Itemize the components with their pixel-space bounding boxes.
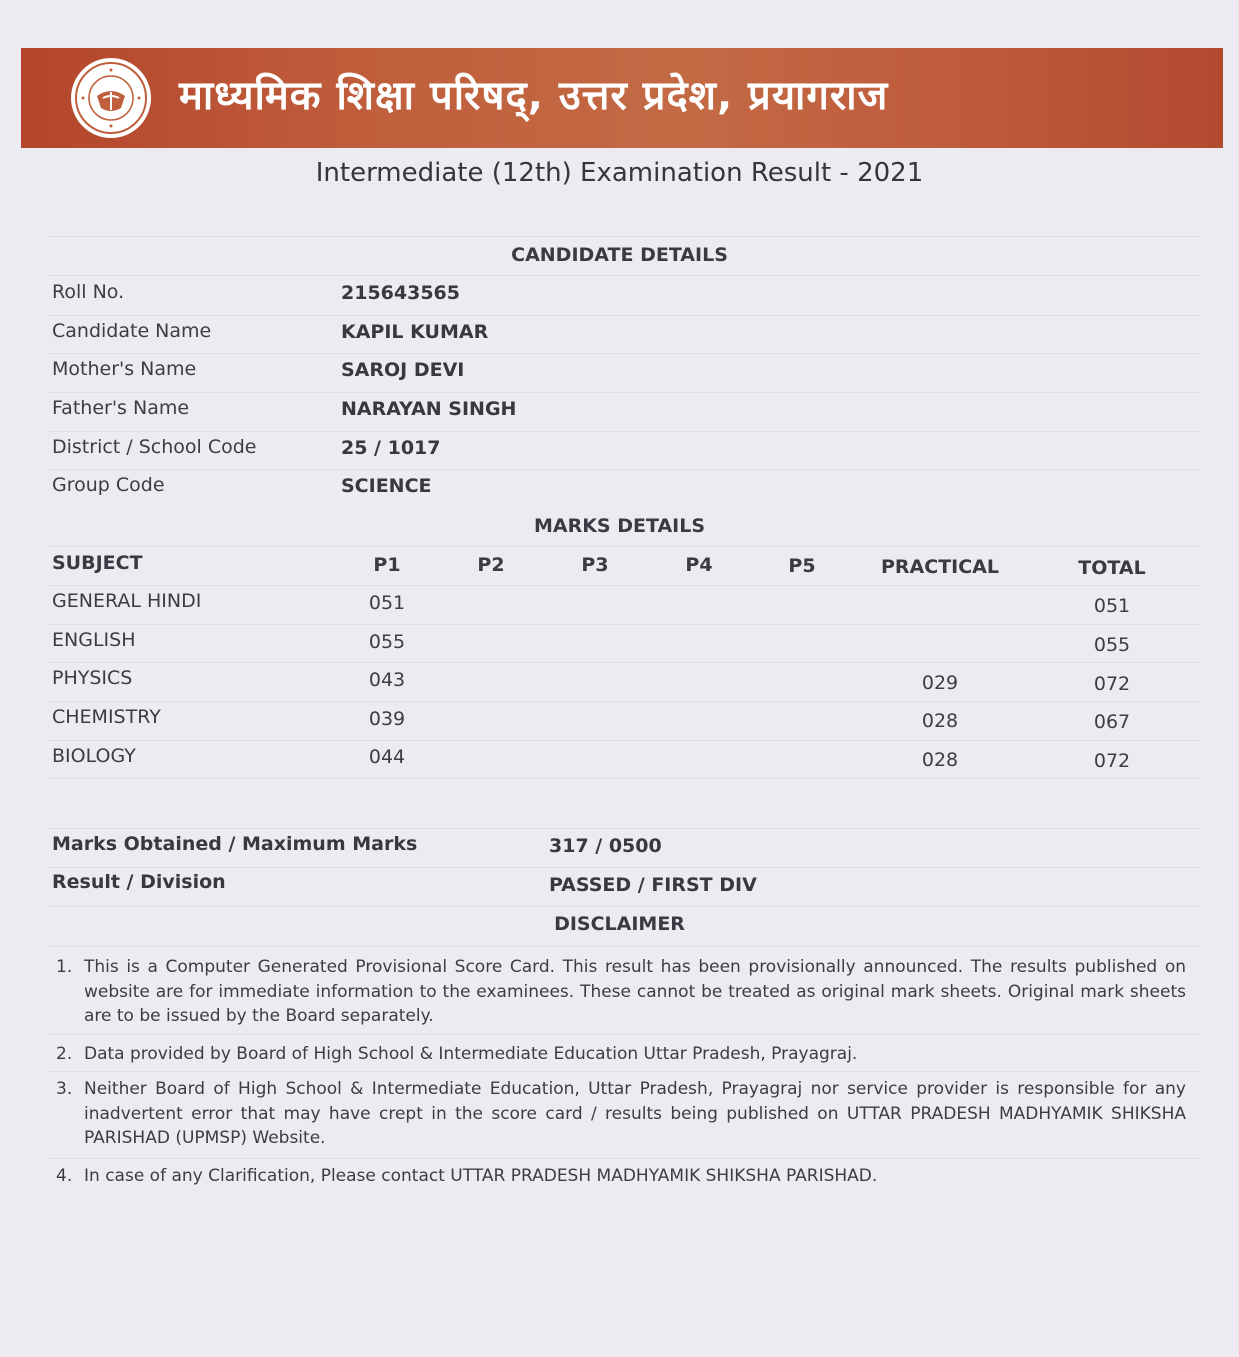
total-mark: 072: [1093, 673, 1131, 695]
disclaimer-title: DISCLAIMER: [554, 913, 685, 935]
p1-mark: 051: [368, 592, 406, 614]
divider: [48, 867, 1200, 868]
divider: [48, 624, 1200, 625]
group-code-value: SCIENCE: [341, 475, 432, 497]
disclaimer-item: [56, 1077, 1186, 1151]
divider: [48, 353, 1200, 354]
divider: [48, 546, 1200, 547]
page-title: Intermediate (12th) Examination Result - 2021: [315, 158, 924, 188]
divider: [48, 1071, 1200, 1072]
result-division-label: Result / Division: [52, 871, 226, 893]
result-division-value: PASSED / FIRST DIV: [549, 874, 757, 896]
p1-mark: 044: [368, 746, 406, 768]
subject-name: PHYSICS: [52, 667, 133, 689]
divider: [48, 1034, 1200, 1035]
group-code-label: Group Code: [52, 474, 165, 496]
mother-name-label: Mother's Name: [52, 358, 197, 380]
practical-mark: 029: [921, 672, 959, 694]
divider: [48, 740, 1200, 741]
p1-mark: 043: [368, 669, 406, 691]
marks-obtained-label: Marks Obtained / Maximum Marks: [52, 833, 418, 855]
subject-name: ENGLISH: [52, 629, 136, 651]
candidate-details-title: CANDIDATE DETAILS: [511, 244, 728, 266]
father-name-value: NARAYAN SINGH: [341, 398, 517, 420]
roll-no-label: Roll No.: [52, 281, 125, 303]
p1-mark: 055: [368, 631, 406, 653]
col-header-p4: P4: [685, 554, 713, 576]
disclaimer-number: 4.: [56, 1166, 73, 1186]
divider: [48, 275, 1200, 276]
subject-name: BIOLOGY: [52, 745, 136, 767]
candidate-name-label: Candidate Name: [52, 320, 212, 342]
divider: [48, 431, 1200, 432]
divider: [48, 236, 1200, 237]
total-mark: 067: [1093, 711, 1131, 733]
divider: [48, 778, 1200, 779]
mother-name-value: SAROJ DEVI: [341, 359, 465, 381]
roll-no-value: 215643565: [341, 282, 460, 304]
col-header-total: TOTAL: [1078, 557, 1146, 579]
divider: [48, 585, 1200, 586]
divider: [48, 828, 1200, 829]
disclaimer-text: In case of any Clarification, Please contact UTTAR PRADESH MADHYAMIK SHIKSHA PARISHAD.: [84, 1166, 878, 1186]
practical-mark: 028: [921, 749, 959, 771]
father-name-label: Father's Name: [52, 397, 190, 419]
board-emblem-icon: [69, 56, 153, 140]
district-school-code-label: District / School Code: [52, 436, 257, 458]
divider: [48, 392, 1200, 393]
divider: [48, 662, 1200, 663]
disclaimer-item: [56, 955, 1186, 1029]
disclaimer-number: 3.: [56, 1079, 73, 1099]
header-banner: [21, 48, 1223, 148]
disclaimer-item: [56, 1164, 1186, 1189]
subject-name: CHEMISTRY: [52, 706, 161, 728]
disclaimer-text: Neither Board of High School & Intermediate Education, Uttar Pradesh, Prayagraj nor service provider is responsible for any inadvertent error that may have crept in the score card / results being published on UTTAR PRADESH MADHYAMIK SHIKSHA PARISHAD (UPMSP) Website.: [84, 1079, 1186, 1148]
disclaimer-item: [56, 1042, 1186, 1067]
divider: [48, 906, 1200, 907]
p1-mark: 039: [368, 708, 406, 730]
total-mark: 072: [1093, 750, 1131, 772]
candidate-name-value: KAPIL KUMAR: [341, 321, 489, 343]
disclaimer-number: 2.: [56, 1044, 73, 1064]
board-name-hindi: माध्यमिक शिक्षा परिषद्, उत्तर प्रदेश, प्रयागराज: [179, 73, 889, 119]
subject-name: GENERAL HINDI: [52, 590, 202, 612]
divider: [48, 946, 1200, 947]
col-header-p5: P5: [788, 555, 816, 577]
col-header-practical: PRACTICAL: [881, 556, 999, 578]
marks-obtained-value: 317 / 0500: [549, 835, 662, 857]
disclaimer-text: Data provided by Board of High School & Intermediate Education Uttar Pradesh, Prayagraj.: [84, 1044, 858, 1064]
divider: [48, 315, 1200, 316]
disclaimer-text: This is a Computer Generated Provisional Score Card. This result has been provisionally announced. The results published on website are for immediate information to the examinees. These cannot be treated as original mark sheets. Original mark sheets are to be issued by the Board separately.: [84, 957, 1186, 1026]
total-mark: 055: [1093, 634, 1131, 656]
col-header-p3: P3: [581, 554, 609, 576]
practical-mark: 028: [921, 710, 959, 732]
marks-details-title: MARKS DETAILS: [533, 515, 706, 537]
col-header-p1: P1: [373, 554, 401, 576]
total-mark: 051: [1093, 595, 1131, 617]
district-school-code-value: 25 / 1017: [341, 437, 441, 459]
disclaimer-number: 1.: [56, 957, 73, 977]
divider: [48, 469, 1200, 470]
col-header-subject: SUBJECT: [52, 552, 143, 574]
divider: [48, 1158, 1200, 1159]
col-header-p2: P2: [477, 554, 505, 576]
divider: [48, 701, 1200, 702]
